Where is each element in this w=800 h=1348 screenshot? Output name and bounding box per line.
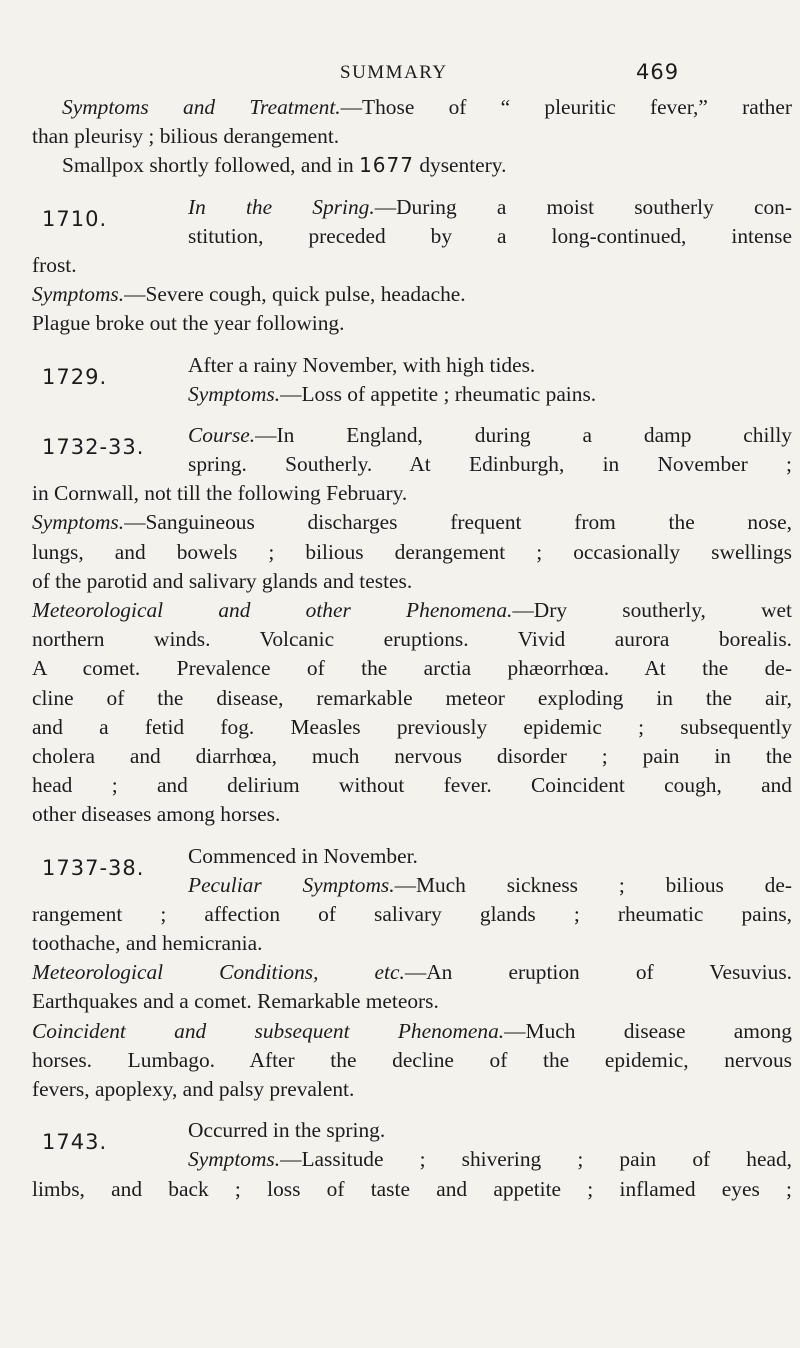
section-label: Meteorological and other Phenomena. (32, 598, 513, 622)
text-line: toothache, and hemicrania. (32, 931, 263, 956)
text-line: horses. Lumbago. After the decline of the epidemic, nervous (32, 1047, 792, 1072)
text-line: fevers, apoplexy, and palsy prevalent. (32, 1077, 355, 1101)
text-line: In the Spring.—During a moist southerly con- (188, 194, 792, 219)
section-label: Meteorological Conditions, etc. (32, 960, 405, 985)
text-line: limbs, and back ; loss of taste and appetite ; inflamed eyes ; (32, 1176, 792, 1201)
section-label: Symptoms. (188, 1147, 281, 1172)
text-line: Symptoms.—Loss of appetite ; rheumatic pains. (188, 381, 597, 406)
text-line: northern winds. Volcanic eruptions. Vivid aurora borealis. (32, 627, 792, 652)
section-label: Symptoms. (188, 381, 281, 406)
section-label: Symptoms. (32, 510, 125, 535)
text-line: than pleurisy ; bilious derangement. (32, 124, 340, 149)
text-line: Symptoms and Treatment.—Those of “ pleuritic fever,” rather (62, 95, 792, 119)
text-line: and a fetid fog. Measles previously epidemic ; subsequently (32, 714, 792, 739)
text-line: Smallpox shortly followed, and in 1677 dysentery. (62, 153, 507, 178)
text-line: lungs, and bowels ; bilious derangement ; occasionally swellings (32, 539, 792, 564)
entry-1732-33 (32, 421, 792, 830)
year-numeral: 1677 (359, 153, 414, 178)
entry-1710 (32, 193, 792, 339)
text-line: Meteorological and other Phenomena.—Dry southerly, wet (32, 598, 792, 622)
running-head (0, 60, 800, 90)
text-line: Coincident and subsequent Phenomena.—Much disease among (32, 1018, 792, 1043)
section-label: Coincident and subsequent Phenomena. (32, 1018, 505, 1043)
text-line: Symptoms.—Lassitude ; shivering ; pain of head, (188, 1147, 792, 1172)
text-line: other diseases among horses. (32, 802, 281, 827)
year-marker: 1732-33. (42, 434, 145, 459)
text-line: spring. Southerly. At Edinburgh, in November ; (188, 452, 792, 477)
text-line: rangement ; affection of salivary glands ; rheumatic pains, (32, 901, 792, 926)
year-marker: 1743. (42, 1130, 108, 1155)
text-line: cholera and diarrhœa, much nervous disorder ; pain in the (32, 743, 792, 768)
text-line: cline of the disease, remarkable meteor exploding in the air, (32, 685, 792, 710)
section-label: Symptoms. (32, 282, 125, 307)
text-line: Commenced in November. (188, 843, 418, 868)
text-line: in Cornwall, not till the following February. (32, 481, 408, 506)
entry-1743 (32, 1116, 792, 1204)
page-number: 469 (636, 60, 680, 84)
text-line: Symptoms.—Severe cough, quick pulse, headache. (32, 282, 466, 307)
text-line: Course.—In England, during a damp chilly (188, 422, 792, 447)
text-line: Meteorological Conditions, etc.—An eruption of Vesuvius. (32, 960, 792, 985)
text-line: frost. (32, 252, 77, 277)
entry-pleuritic-fever (32, 93, 792, 181)
text-line: A comet. Prevalence of the arctia phæorrhœa. At the de- (32, 656, 792, 681)
year-marker: 1737-38. (42, 855, 145, 880)
text-line: Occurred in the spring. (188, 1118, 386, 1143)
running-title: SUMMARY (340, 62, 448, 83)
text-line: Earthquakes and a comet. Remarkable meteors. (32, 989, 439, 1014)
section-label: Peculiar Symptoms. (188, 872, 395, 897)
year-marker: 1729. (42, 364, 108, 389)
text-line: stitution, preceded by a long-continued, intense (188, 223, 792, 248)
section-label: Course. (188, 422, 256, 447)
body-text (32, 93, 792, 1204)
entry-1737-38 (32, 842, 792, 1105)
entry-1729 (32, 351, 792, 409)
text-line: Peculiar Symptoms.—Much sickness ; bilious de- (188, 872, 792, 897)
section-label: In the Spring. (188, 194, 375, 219)
text-line: Symptoms.—Sanguineous discharges frequent from the nose, (32, 510, 792, 535)
section-label: Symptoms and Treatment. (62, 95, 341, 119)
year-marker: 1710. (42, 206, 108, 231)
text-line: Plague broke out the year following. (32, 311, 345, 336)
text-line: head ; and delirium without fever. Coincident cough, and (32, 773, 792, 798)
text-line: After a rainy November, with high tides. (188, 352, 536, 377)
text-line: of the parotid and salivary glands and testes. (32, 568, 413, 593)
